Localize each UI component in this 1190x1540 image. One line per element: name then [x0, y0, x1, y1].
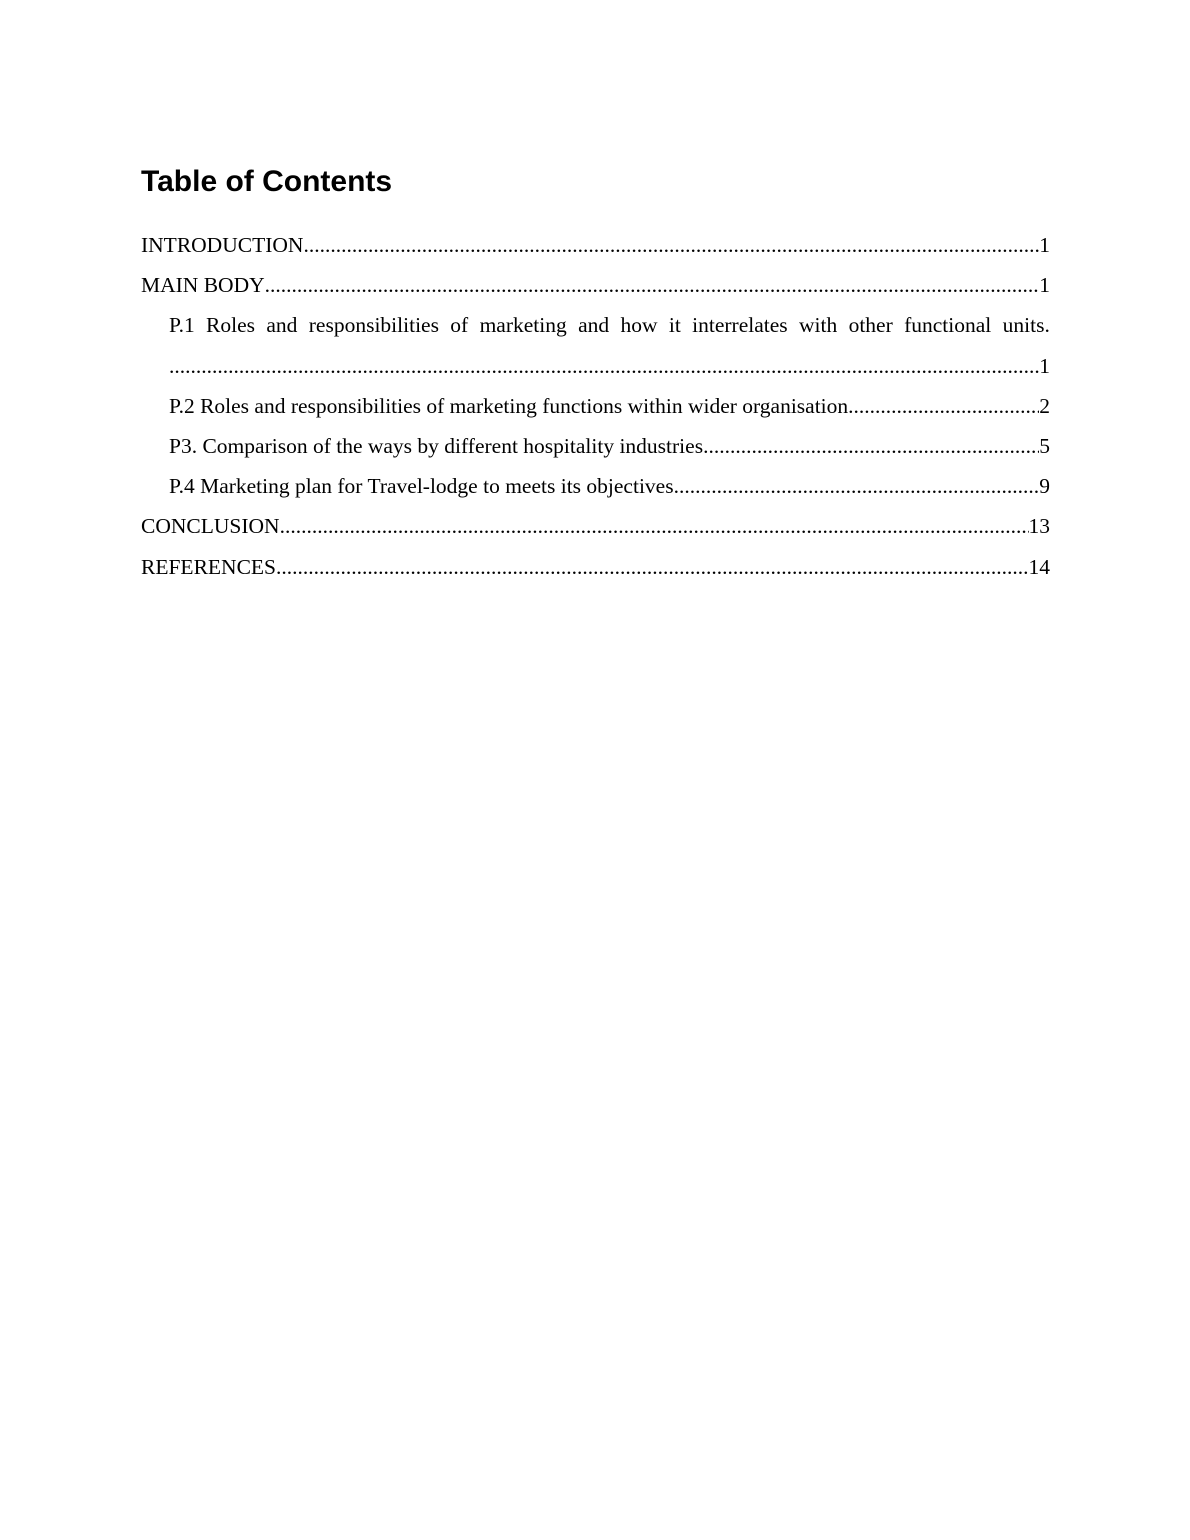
toc-page-number: 1 [1039, 273, 1050, 298]
toc-entry-label: P.2 Roles and responsibilities of marketing functions within wider organisation [169, 386, 848, 426]
toc-page-number: 14 [1028, 554, 1050, 579]
toc-page-number: 5 [1039, 433, 1050, 458]
dot-leader [303, 225, 1039, 265]
toc-page-number: 9 [1039, 474, 1050, 499]
toc-page-number: 2 [1039, 393, 1050, 418]
toc-entry-label: REFERENCES [141, 547, 276, 587]
toc-entry-label: MAIN BODY [141, 265, 265, 305]
toc-entry-label: P3. Comparison of the ways by different hospitality industries [169, 426, 703, 466]
toc-entry-label: P.4 Marketing plan for Travel-lodge to meets its objectives [169, 466, 674, 506]
toc-list [141, 225, 1050, 587]
dot-leader [276, 547, 1029, 587]
dot-leader [265, 265, 1040, 305]
toc-title: Table of Contents [141, 165, 393, 198]
toc-page-number: 1 [1039, 233, 1050, 257]
toc-page-number: 13 [1028, 514, 1050, 539]
table-of-contents [141, 162, 1050, 587]
toc-entry-label: INTRODUCTION [141, 225, 303, 265]
toc-entry-main-body[interactable] [141, 265, 1050, 305]
toc-entry-p2-roles[interactable] [141, 386, 1050, 426]
toc-entry-label: P.1 Roles and responsibilities of marketing and how it interrelates with other functional units. [169, 313, 1050, 338]
toc-entry-p3-comparison[interactable] [141, 426, 1050, 466]
dot-leader [674, 466, 1040, 506]
toc-page-number: 1 [1039, 353, 1050, 378]
toc-entry-conclusion[interactable] [141, 506, 1050, 546]
dot-leader [703, 426, 1039, 466]
toc-entry-label: CONCLUSION [141, 506, 280, 546]
toc-entry-introduction[interactable] [141, 225, 1050, 265]
dot-leader [848, 386, 1039, 426]
dot-leader [280, 506, 1029, 546]
dot-leader [169, 346, 1039, 386]
toc-entry-references[interactable] [141, 547, 1050, 587]
toc-entry-p4-marketing-plan[interactable] [141, 466, 1050, 506]
toc-entry-p1-roles[interactable] [141, 305, 1050, 385]
